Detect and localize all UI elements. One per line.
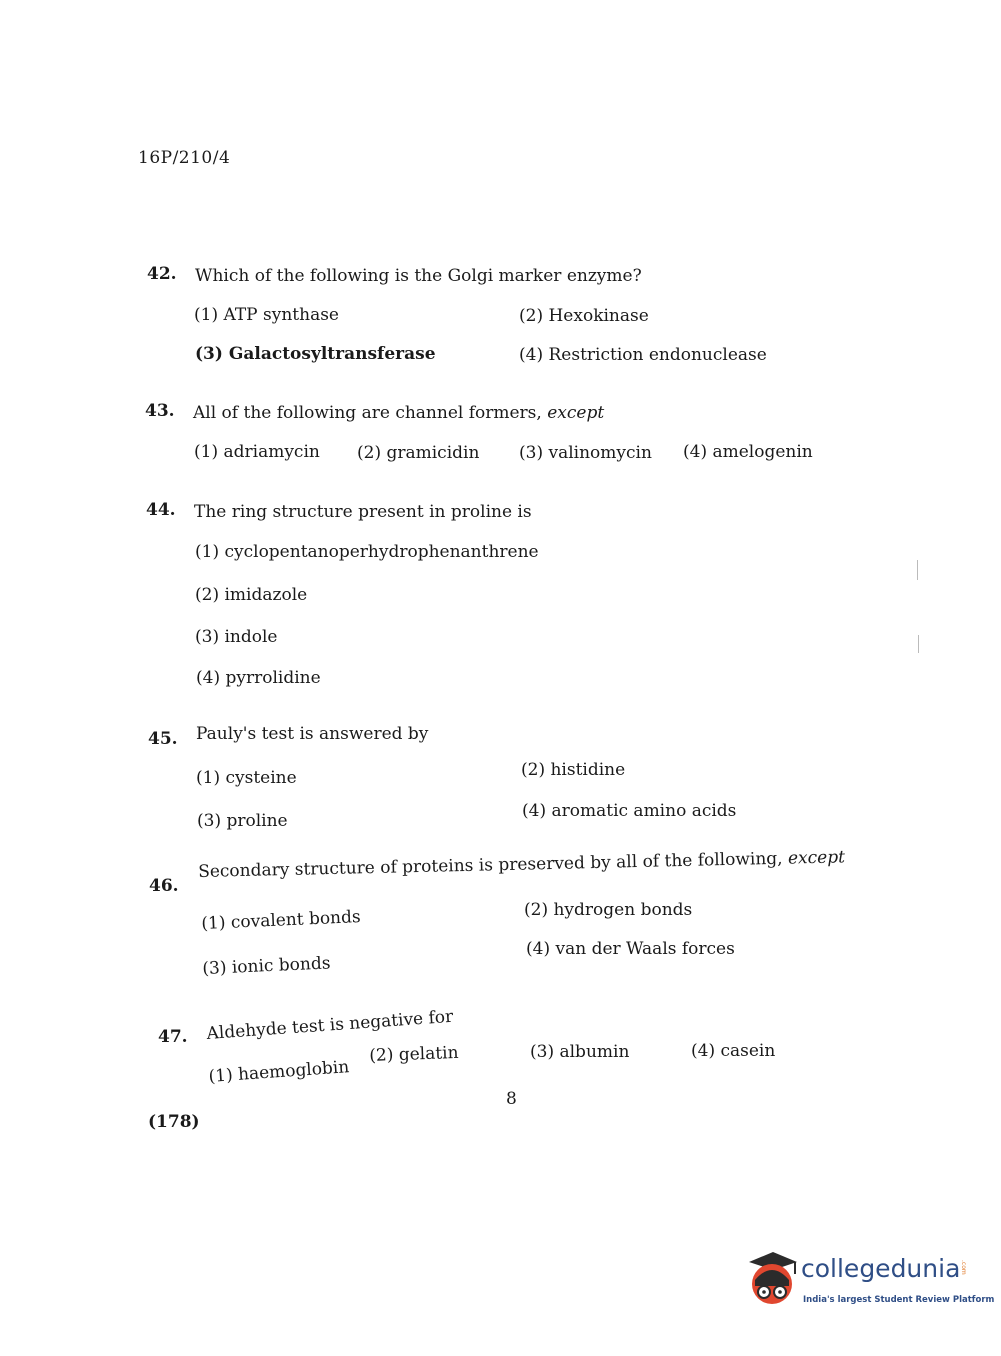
option-3: (3) ionic bonds [202, 953, 331, 979]
option-3: (3) proline [197, 811, 288, 831]
option-2: (2) gramicidin [357, 443, 480, 463]
option-1: (1) ATP synthase [194, 305, 339, 325]
option-2: (2) gelatin [369, 1042, 459, 1066]
option-1: (1) haemoglobin [208, 1057, 350, 1087]
option-2: (2) imidazole [195, 585, 308, 605]
question-text: Aldehyde test is negative for [206, 1006, 454, 1044]
option-3: (3) indole [195, 627, 278, 647]
scan-mark [918, 635, 919, 653]
question-number: 45. [148, 729, 178, 749]
option-2: (2) Hexokinase [519, 306, 649, 326]
option-4: (4) aromatic amino acids [522, 801, 737, 821]
option-1: (1) cyclopentanoperhydrophenanthrene [195, 542, 539, 562]
question-text-main: All of the following are channel formers, [193, 403, 542, 423]
mascot-icon [743, 1250, 801, 1310]
option-4: (4) Restriction endonuclease [519, 345, 767, 365]
option-4: (4) amelogenin [683, 442, 813, 462]
question-number: 46. [149, 876, 179, 896]
question-number: 43. [145, 401, 175, 421]
option-3: (3) valinomycin [519, 443, 652, 463]
logo-tagline: India's largest Student Review Platform [803, 1295, 995, 1305]
option-3: (3) albumin [530, 1042, 630, 1062]
question-emphasis: except [787, 847, 846, 869]
page-number: 8 [506, 1089, 517, 1109]
question-text: Which of the following is the Golgi marker enzyme? [195, 266, 642, 286]
option-3: (3) Galactosyltransferase [195, 344, 436, 364]
question-number: 42. [147, 264, 177, 284]
question-text [193, 403, 604, 423]
logo-wordmark: collegedunia [801, 1254, 961, 1283]
option-4: (4) pyrrolidine [196, 668, 321, 688]
collegedunia-logo [743, 1250, 995, 1320]
question-text: The ring structure present in proline is [194, 502, 532, 522]
option-1: (1) covalent bonds [201, 907, 362, 934]
option-1: (1) adriamycin [194, 442, 320, 462]
option-2: (2) hydrogen bonds [524, 900, 693, 920]
question-emphasis: except [547, 403, 605, 423]
scan-mark [917, 560, 918, 580]
option-4: (4) casein [691, 1041, 776, 1061]
logo-suffix: .com [960, 1260, 967, 1275]
booklet-code: (178) [148, 1112, 200, 1132]
question-text-main: Secondary structure of proteins is preserved by all of the following, [198, 848, 783, 882]
question-number: 44. [146, 500, 176, 520]
option-4: (4) van der Waals forces [526, 939, 735, 959]
option-2: (2) histidine [521, 760, 626, 780]
option-1: (1) cysteine [196, 768, 297, 788]
question-number: 47. [158, 1027, 188, 1047]
question-text: Pauly's test is answered by [196, 724, 429, 744]
paper-code-header: 16P/210/4 [138, 148, 231, 168]
question-text [198, 847, 845, 882]
